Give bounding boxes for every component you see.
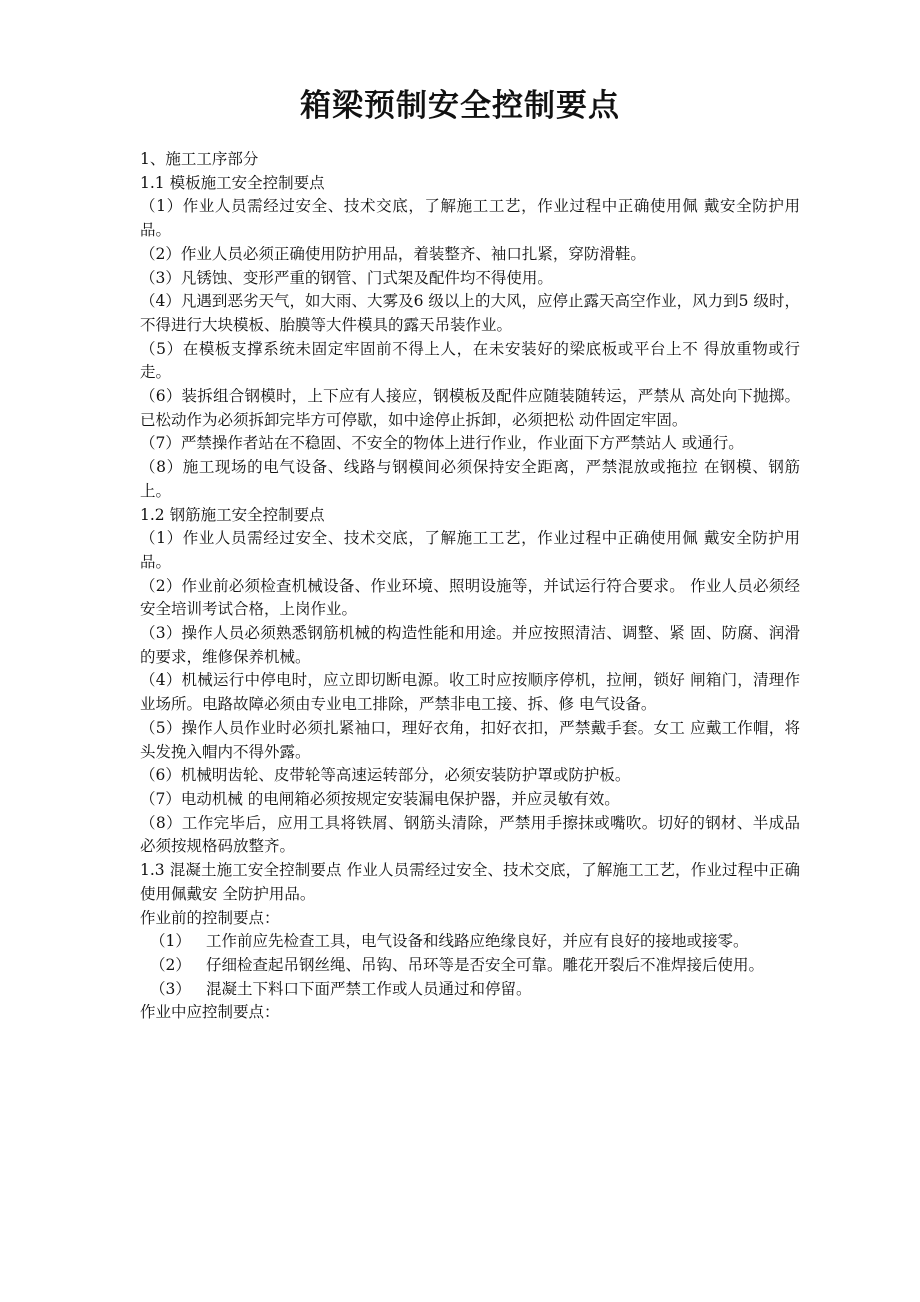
during-work-label: 作业中应控制要点： [140,1003,280,1022]
list-item: （5）操作人员作业时必须扎紧袖口，理好衣角，扣好衣扣，严禁戴手套。女工 应戴工作帽，将头发挽入帽内不得外露。 [140,718,800,761]
numbered-item [140,930,800,954]
list-item: （3）凡锈蚀、变形严重的钢管、门式架及配件均不得使用。 [140,268,553,287]
numbered-item [140,954,800,978]
numbered-item [140,978,800,1002]
list-item: （4）凡遇到恶劣天气，如大雨、大雾及6 级以上的大风，应停止露天高空作业，风力到5 级时，不得进行大块模板、胎膜等大件模具的露天吊装作业。 [140,292,800,334]
item-text: 工作前应先检查工具，电气设备和线路应绝缘良好，并应有良好的接地或接零。 [206,932,749,951]
list-item: （7）电动机械 的电闸箱必须按规定安装漏电保护器，并应灵敏有效。 [140,789,620,808]
list-item: （3）操作人员必须熟悉钢筋机械的构造性能和用途。并应按照清洁、调整、紧 固、防腐、润滑的要求，维修保养机械。 [140,624,800,666]
list-item: （1）作业人员需经过安全、技术交底，了解施工工艺，作业过程中正确使用佩 戴安全防护用品。 [140,197,800,240]
list-item: （6）装拆组合钢模时，上下应有人接应，钢模板及配件应随装随转运，严禁从 高处向下抛掷。已松动作为必须拆卸完毕方可停歇，如中途停止拆卸，必须把松 动件固定牢固。 [140,387,800,429]
list-item: （8）施工现场的电气设备、线路与钢模间必须保持安全距离，严禁混放或拖拉 在钢模、钢筋上。 [140,458,800,500]
item-number: （3） [150,979,191,998]
list-item: （5）在模板支撑系统未固定牢固前不得上人，在未安装好的梁底板或平台上不 得放重物或行走。 [140,339,800,382]
subsection-heading: 1.1 模板施工安全控制要点 [140,173,325,192]
list-item: （1）作业人员需经过安全、技术交底，了解施工工艺，作业过程中正确使用佩 戴安全防护用品。 [140,529,800,571]
item-number: （2） [150,955,191,974]
before-work-label: 作业前的控制要点： [140,908,280,927]
subsection-heading: 1.3 混凝土施工安全控制要点 作业人员需经过安全、技术交底，了解施工工艺，作业过程中正确使用佩戴安 全防护用品。 [140,861,800,903]
list-item: （6）机械明齿轮、皮带轮等高速运转部分，必须安装防护罩或防护板。 [140,766,631,785]
list-item: （7）严禁操作者站在不稳固、不安全的物体上进行作业，作业面下方严禁站人 或通行。 [140,434,744,453]
document-title: 箱梁预制安全控制要点 [300,88,620,124]
list-item: （4）机械运行中停电时，应立即切断电源。收工时应按顺序停机，拉闸，锁好 闸箱门，清理作业场所。电路故障必须由专业电工排除，严禁非电工接、拆、修 电气设备。 [140,671,800,714]
document-body [140,148,800,1025]
item-text: 仔细检查起吊钢丝绳、吊钩、吊环等是否安全可靠。雕花开裂后不准焊接后使用。 [206,955,765,974]
item-text: 混凝土下料口下面严禁工作或人员通过和停留。 [206,979,532,998]
section-heading: 1、施工工序部分 [140,150,259,168]
list-item: （2）作业人员必须正确使用防护用品，着装整齐、袖口扎紧，穿防滑鞋。 [140,244,646,263]
list-item: （2）作业前必须检查机械设备、作业环境、照明设施等，并试运行符合要求。 作业人员必须经安全培训考试合格，上岗作业。 [140,576,800,619]
subsection-heading: 1.2 钢筋施工安全控制要点 [140,505,325,524]
item-number: （1） [150,932,191,951]
list-item: （8）工作完毕后，应用工具将铁屑、钢筋头清除，严禁用手擦抹或嘴吹。切好的钢材、半成品必须按规格码放整齐。 [140,813,800,856]
